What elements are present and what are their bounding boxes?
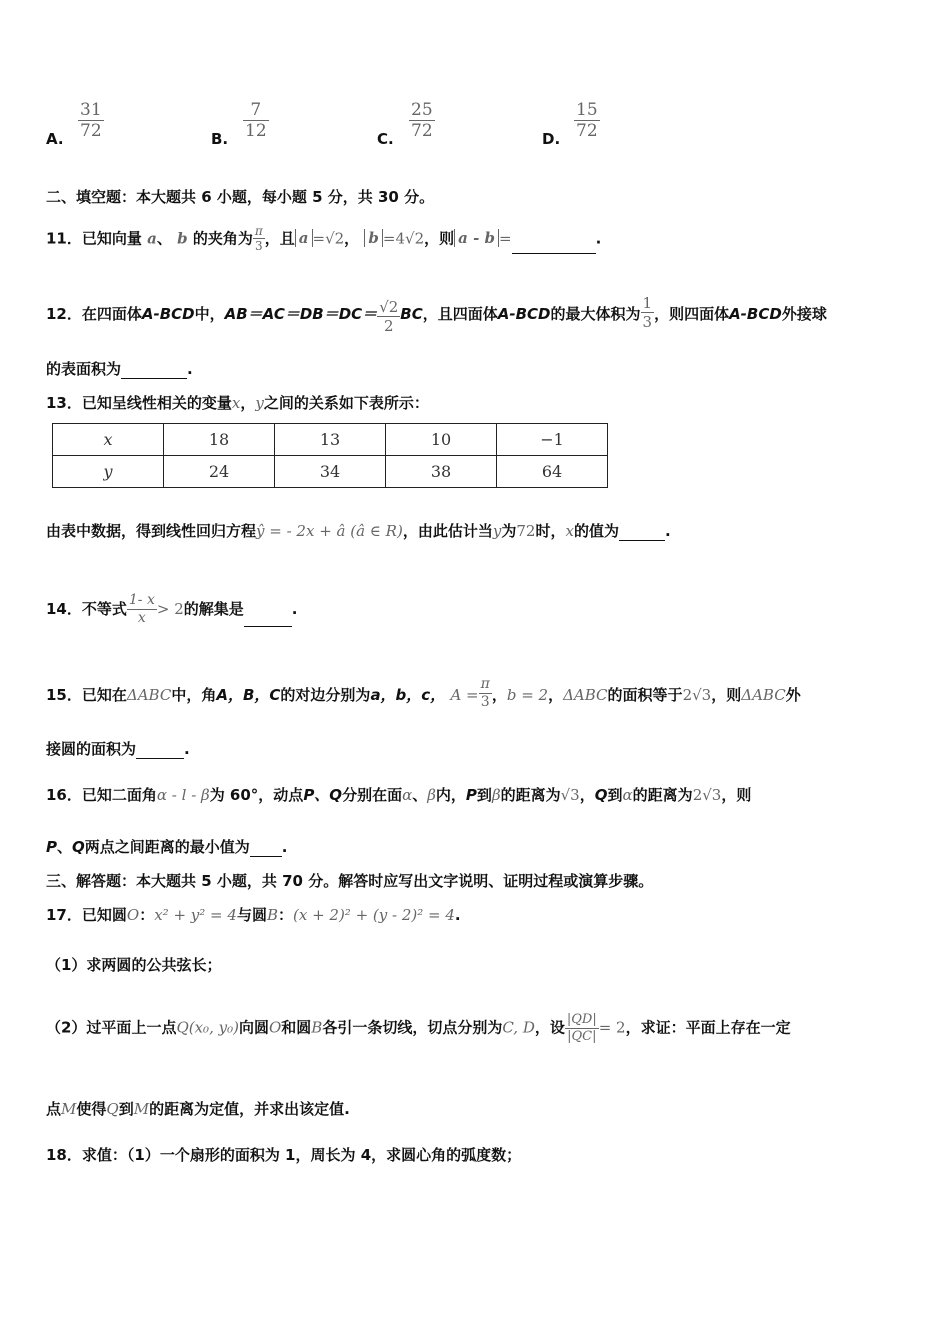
question-16: 16．已知二面角α - l - β为 60°，动点P、Q分别在面α、β内，P到β的距离为√3，Q到α的距离为2√3，则 <box>46 786 752 804</box>
table-cell: 13 <box>275 424 386 456</box>
option-label: C. <box>377 130 394 148</box>
question-16-line2: P、Q两点之间距离的最小值为 . <box>46 838 288 856</box>
table-cell: 64 <box>497 456 608 488</box>
question-15: 15．已知在ΔABC中，角A，B，C的对边分别为a，b，c， A = $\frac{\pi}{3}$ ，b = 2，ΔABC的面积等于2√3，则ΔABC外 <box>46 676 801 710</box>
question-13-line2: 由表中数据，得到线性回归方程ŷ = - 2x + â (â ∈ R)，由此估计当y为72时，x的值为 . <box>46 522 671 540</box>
table-cell: 10 <box>386 424 497 456</box>
section-heading-fill-in: 二、填空题：本大题共 6 小题，每小题 5 分，共 30 分。 <box>46 188 435 206</box>
option-fraction: $\frac{31}{72}$ <box>80 100 102 142</box>
question-17-part1: （1）求两圆的公共弦长； <box>46 956 222 974</box>
table-cell: 18 <box>164 424 275 456</box>
table-cell: 34 <box>275 456 386 488</box>
table-cell: y <box>53 456 164 488</box>
option-label: B. <box>211 130 229 148</box>
question-12: 12．在四面体A-BCD中，AB＝AC＝DB＝DC＝ $\frac{√2}{2}$ BC，且四面体A-BCD的最大体积为 $\frac{1}{3}$ ，则四面体A-BCD外接球 <box>46 294 827 335</box>
table-row <box>53 424 608 456</box>
section-heading-answer: 三、解答题：本大题共 5 小题，共 70 分。解答时应写出文字说明、证明过程或演算步骤。 <box>46 872 654 890</box>
table-cell: −1 <box>497 424 608 456</box>
question-17: 17．已知圆O：x² + y² = 4与圆B：(x + 2)² + (y - 2)² = 4. <box>46 906 461 924</box>
question-17-part2: （2）过平面上一点Q(x₀, y₀)向圆O和圆B各引一条切线，切点分别为C, D，设 $\frac{|QD|}{|QC|}$ = 2，求证：平面上存在一定 <box>46 1012 791 1044</box>
data-table <box>52 423 608 488</box>
option-fraction: $\frac{25}{72}$ <box>411 100 433 142</box>
table-row <box>53 456 608 488</box>
question-12-line2: 的表面积为 . <box>46 360 193 378</box>
question-14: 14．不等式 $\frac{1- x}{x}$ > 2的解集是 . <box>46 592 298 626</box>
option-fraction: $\frac{15}{72}$ <box>576 100 598 142</box>
question-15-line2: 接圆的面积为 . <box>46 740 190 758</box>
option-fraction: $\frac{7}{12}$ <box>245 100 267 142</box>
option-label: D. <box>542 130 561 148</box>
option-label: A. <box>46 130 64 148</box>
table-cell: x <box>53 424 164 456</box>
table-cell: 38 <box>386 456 497 488</box>
question-18: 18．求值：（1）一个扇形的面积为 1，周长为 4，求圆心角的弧度数； <box>46 1146 522 1164</box>
question-11: 11．已知向量 a、 b 的夹角为 $\frac{\pi}{3}$ ，且 a =√2， b =4√2，则 a - b = . <box>46 224 602 254</box>
question-17-part2-line2: 点M使得Q到M的距离为定值，并求出该定值. <box>46 1100 350 1118</box>
question-13: 13．已知呈线性相关的变量x，y之间的关系如下表所示： <box>46 394 429 412</box>
table-cell: 24 <box>164 456 275 488</box>
